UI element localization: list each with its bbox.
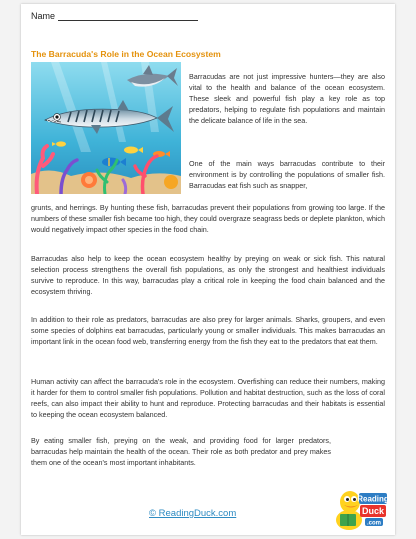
name-label: Name [31, 11, 56, 21]
paragraph-predators-continued: grunts, and herrings. By hunting these fish, barracudas prevent their populations from growing too large. If the numbers of these smaller fish became too high, they could overgraze seagrass beds or deplete plankton, which would negatively impact other species in the food chain. [31, 203, 385, 234]
article-title: The Barracuda's Role in the Ocean Ecosystem [31, 49, 221, 59]
name-field-row [31, 11, 198, 21]
paragraph-conclusion: By eating smaller fish, preying on the weak, and providing food for larger predators, barracudas help maintain the health of the ocean. Their role as both predator and prey makes them one of the ocean's most important inhabitants. [31, 436, 331, 467]
paragraph-intro: Barracudas are not just impressive hunters—they are also vital to the health and balance of the ocean ecosystem. These sleek and powerful fish play a key role as top predators, helping to regulate fish populations and maintain the delicate balance of life in the sea. [189, 72, 385, 125]
svg-text:.com: .com [366, 520, 382, 527]
name-blank-line[interactable] [58, 11, 198, 21]
worksheet-page [21, 4, 395, 535]
paragraph-prey: In addition to their role as predators, barracudas are also prey for larger animals. Sharks, groupers, and even some species of dolphins eat barracudas, particularly young or smaller individuals. This makes barracudas an important link in the ocean food web, transferring energy from the fish they eat to the predators that eat them. [31, 315, 385, 346]
svg-text:Duck: Duck [361, 506, 385, 516]
readingduck-logo [333, 480, 389, 532]
paragraph-natural-selection: Barracudas also help to keep the ocean ecosystem healthy by preying on weak or sick fish. This natural selection process strengthens the overall fish populations, as only the strongest and healthiest individuals survive to reproduce. In this way, barracudas play a critical role in keeping the food chain balanced and the ecosystem thriving. [31, 254, 385, 296]
svg-text:Reading: Reading [357, 494, 389, 504]
readingduck-link[interactable]: © ReadingDuck.com [149, 508, 237, 519]
paragraph-predators-start: One of the main ways barracudas contribute to their environment is by controlling the populations of smaller fish. Barracudas eat fish such as snapper, [189, 159, 385, 190]
paragraph-human-activity: Human activity can affect the barracuda's role in the ecosystem. Overfishing can reduce their numbers, making it harder for them to control smaller fish populations. Pollution and habitat destruction, such as the loss of coral reefs, can also impact their ability to hunt and reproduce. Protecting barracudas and their habitats is essential to keeping the ocean ecosystem balanced. [31, 377, 385, 419]
barracuda-illustration [31, 62, 181, 194]
